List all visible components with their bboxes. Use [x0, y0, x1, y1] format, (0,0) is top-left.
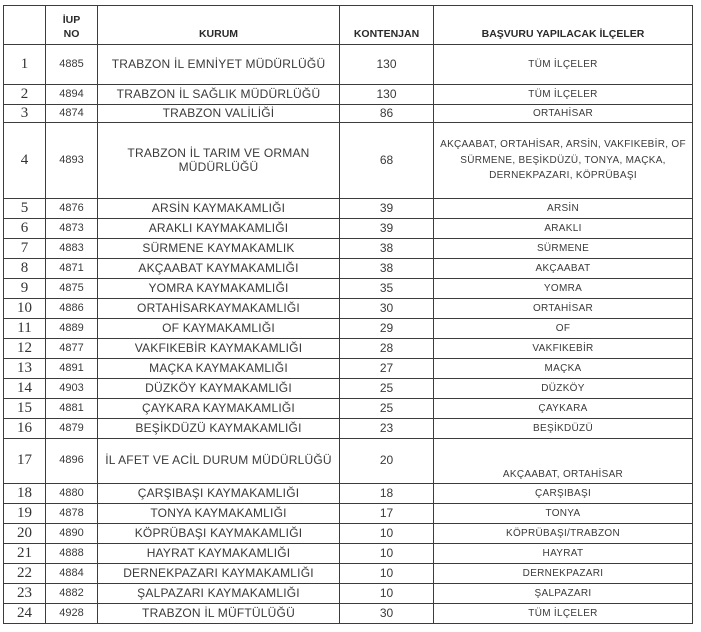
header-row	[4, 6, 693, 45]
row-iup-no: 4893	[46, 123, 98, 199]
row-kontenjan: 18	[340, 484, 434, 504]
row-ilceler: TÜM İLÇELER	[434, 45, 693, 85]
row-iup-no: 4928	[46, 604, 98, 624]
row-kontenjan: 25	[340, 399, 434, 419]
row-number: 2	[4, 85, 46, 105]
row-kurum: OF KAYMAKAMLIĞI	[98, 319, 340, 339]
row-kurum: YOMRA KAYMAKAMLIĞI	[98, 279, 340, 299]
row-kontenjan: 35	[340, 279, 434, 299]
kontenjan-table	[3, 5, 693, 624]
row-iup-no: 4894	[46, 85, 98, 105]
row-ilceler: TÜM İLÇELER	[434, 604, 693, 624]
row-kontenjan: 17	[340, 504, 434, 524]
header-iup-no-line2: NO	[63, 27, 80, 40]
row-number: 14	[4, 379, 46, 399]
table-row	[4, 105, 693, 123]
row-iup-no: 4896	[46, 439, 98, 484]
table-row	[4, 279, 693, 299]
row-ilceler: ARAKLI	[434, 219, 693, 239]
table-row	[4, 544, 693, 564]
row-kurum: TONYA KAYMAKAMLIĞI	[98, 504, 340, 524]
table-row	[4, 299, 693, 319]
table-row	[4, 45, 693, 85]
row-iup-no: 4878	[46, 504, 98, 524]
row-kontenjan: 23	[340, 419, 434, 439]
row-kurum: TRABZON İL TARIM VE ORMAN MÜDÜRLÜĞÜ	[98, 123, 340, 199]
row-kontenjan: 30	[340, 299, 434, 319]
row-kontenjan: 86	[340, 105, 434, 123]
row-kontenjan: 38	[340, 239, 434, 259]
row-kurum: DERNEKPAZARI KAYMAKAMLIĞI	[98, 564, 340, 584]
row-kontenjan: 27	[340, 359, 434, 379]
row-ilceler: HAYRAT	[434, 544, 693, 564]
row-ilceler: ŞALPAZARI	[434, 584, 693, 604]
row-iup-no: 4873	[46, 219, 98, 239]
row-ilceler: ÇAYKARA	[434, 399, 693, 419]
row-number: 9	[4, 279, 46, 299]
row-iup-no: 4871	[46, 259, 98, 279]
row-number: 6	[4, 219, 46, 239]
row-kurum: HAYRAT KAYMAKAMLIĞI	[98, 544, 340, 564]
row-kurum: ÇAYKARA KAYMAKAMLIĞI	[98, 399, 340, 419]
row-number: 18	[4, 484, 46, 504]
row-ilceler: MAÇKA	[434, 359, 693, 379]
table-row	[4, 239, 693, 259]
row-number: 10	[4, 299, 46, 319]
row-iup-no: 4888	[46, 544, 98, 564]
row-kurum: DÜZKÖY KAYMAKAMLIĞI	[98, 379, 340, 399]
row-number: 24	[4, 604, 46, 624]
table-row	[4, 85, 693, 105]
row-iup-no: 4891	[46, 359, 98, 379]
table-row	[4, 379, 693, 399]
row-kontenjan: 68	[340, 123, 434, 199]
row-kontenjan: 10	[340, 544, 434, 564]
row-ilceler: ARSİN	[434, 199, 693, 219]
row-number: 22	[4, 564, 46, 584]
row-ilceler: AKÇAABAT, ORTAHİSAR, ARSİN, VAKFIKEBİR, OF SÜRMENE, BEŞİKDÜZÜ, TONYA, MAÇKA, DERNEKPAZARI, KÖPRÜBAŞI	[434, 123, 693, 199]
row-ilceler: ÇARŞIBAŞI	[434, 484, 693, 504]
row-iup-no: 4903	[46, 379, 98, 399]
row-iup-no: 4881	[46, 399, 98, 419]
row-kontenjan: 10	[340, 524, 434, 544]
row-ilceler: YOMRA	[434, 279, 693, 299]
table-body	[4, 45, 693, 624]
row-number: 5	[4, 199, 46, 219]
row-number: 1	[4, 45, 46, 85]
row-kurum: ORTAHİSARKAYMAKAMLIĞI	[98, 299, 340, 319]
row-kontenjan: 39	[340, 199, 434, 219]
row-kurum: VAKFIKEBİR KAYMAKAMLIĞI	[98, 339, 340, 359]
row-kurum: ÇARŞIBAŞI KAYMAKAMLIĞI	[98, 484, 340, 504]
table-row	[4, 339, 693, 359]
row-kurum: MAÇKA KAYMAKAMLIĞI	[98, 359, 340, 379]
table-row	[4, 584, 693, 604]
row-ilceler: BEŞİKDÜZÜ	[434, 419, 693, 439]
row-kontenjan: 130	[340, 85, 434, 105]
header-iup-no	[46, 6, 98, 45]
row-kontenjan: 39	[340, 219, 434, 239]
row-kontenjan: 130	[340, 45, 434, 85]
row-ilceler: DERNEKPAZARI	[434, 564, 693, 584]
table-row	[4, 259, 693, 279]
row-ilceler: OF	[434, 319, 693, 339]
row-ilceler: VAKFIKEBİR	[434, 339, 693, 359]
row-ilceler: ORTAHİSAR	[434, 105, 693, 123]
row-iup-no: 4882	[46, 584, 98, 604]
table-row	[4, 359, 693, 379]
row-kurum: TRABZON İL MÜFTÜLÜĞÜ	[98, 604, 340, 624]
row-number: 19	[4, 504, 46, 524]
table-row	[4, 504, 693, 524]
row-kurum: AKÇAABAT KAYMAKAMLIĞI	[98, 259, 340, 279]
row-number: 17	[4, 439, 46, 484]
row-number: 23	[4, 584, 46, 604]
row-iup-no: 4880	[46, 484, 98, 504]
row-kurum: TRABZON VALİLİĞİ	[98, 105, 340, 123]
row-number: 3	[4, 105, 46, 123]
table-row	[4, 604, 693, 624]
header-sira	[4, 6, 46, 45]
table-row	[4, 319, 693, 339]
row-ilceler: AKÇAABAT, ORTAHİSAR	[434, 439, 693, 484]
table-row	[4, 199, 693, 219]
row-number: 20	[4, 524, 46, 544]
row-kontenjan: 29	[340, 319, 434, 339]
header-ilceler: BAŞVURU YAPILACAK İLÇELER	[434, 6, 693, 45]
row-number: 11	[4, 319, 46, 339]
row-number: 16	[4, 419, 46, 439]
row-iup-no: 4879	[46, 419, 98, 439]
row-ilceler: ORTAHİSAR	[434, 299, 693, 319]
row-ilceler: DÜZKÖY	[434, 379, 693, 399]
row-iup-no: 4875	[46, 279, 98, 299]
row-iup-no: 4876	[46, 199, 98, 219]
table-row	[4, 219, 693, 239]
row-iup-no: 4890	[46, 524, 98, 544]
table-row	[4, 419, 693, 439]
row-ilceler: KÖPRÜBAŞI/TRABZON	[434, 524, 693, 544]
row-kurum: TRABZON İL SAĞLIK MÜDÜRLÜĞÜ	[98, 85, 340, 105]
row-iup-no: 4885	[46, 45, 98, 85]
table-row	[4, 399, 693, 419]
row-ilceler: SÜRMENE	[434, 239, 693, 259]
row-iup-no: 4886	[46, 299, 98, 319]
table-row	[4, 564, 693, 584]
row-number: 4	[4, 123, 46, 199]
row-kontenjan: 20	[340, 439, 434, 484]
row-kurum: TRABZON İL EMNİYET MÜDÜRLÜĞÜ	[98, 45, 340, 85]
row-kurum: BEŞİKDÜZÜ KAYMAKAMLIĞI	[98, 419, 340, 439]
row-kurum: KÖPRÜBAŞI KAYMAKAMLIĞI	[98, 524, 340, 544]
row-iup-no: 4884	[46, 564, 98, 584]
row-number: 13	[4, 359, 46, 379]
row-number: 8	[4, 259, 46, 279]
row-number: 21	[4, 544, 46, 564]
row-iup-no: 4889	[46, 319, 98, 339]
row-kontenjan: 38	[340, 259, 434, 279]
row-ilceler: TONYA	[434, 504, 693, 524]
row-kurum: ŞALPAZARI KAYMAKAMLIĞI	[98, 584, 340, 604]
row-ilceler: TÜM İLÇELER	[434, 85, 693, 105]
row-kontenjan: 10	[340, 584, 434, 604]
row-kurum: ARSİN KAYMAKAMLIĞI	[98, 199, 340, 219]
row-kurum: ARAKLI KAYMAKAMLIĞI	[98, 219, 340, 239]
row-iup-no: 4874	[46, 105, 98, 123]
row-ilceler: AKÇAABAT	[434, 259, 693, 279]
row-kontenjan: 30	[340, 604, 434, 624]
row-kurum: SÜRMENE KAYMAKAMLIK	[98, 239, 340, 259]
table-row	[4, 484, 693, 504]
row-iup-no: 4877	[46, 339, 98, 359]
row-number: 7	[4, 239, 46, 259]
table-row	[4, 439, 693, 484]
row-kontenjan: 28	[340, 339, 434, 359]
header-kurum: KURUM	[98, 6, 340, 45]
table-row	[4, 123, 693, 199]
row-number: 12	[4, 339, 46, 359]
row-kurum: İL AFET VE ACİL DURUM MÜDÜRLÜĞÜ	[98, 439, 340, 484]
row-kontenjan: 10	[340, 564, 434, 584]
header-kontenjan: KONTENJAN	[340, 6, 434, 45]
table-row	[4, 524, 693, 544]
row-iup-no: 4883	[46, 239, 98, 259]
header-iup-no-line1: İUP	[62, 14, 81, 26]
row-kontenjan: 25	[340, 379, 434, 399]
row-number: 15	[4, 399, 46, 419]
